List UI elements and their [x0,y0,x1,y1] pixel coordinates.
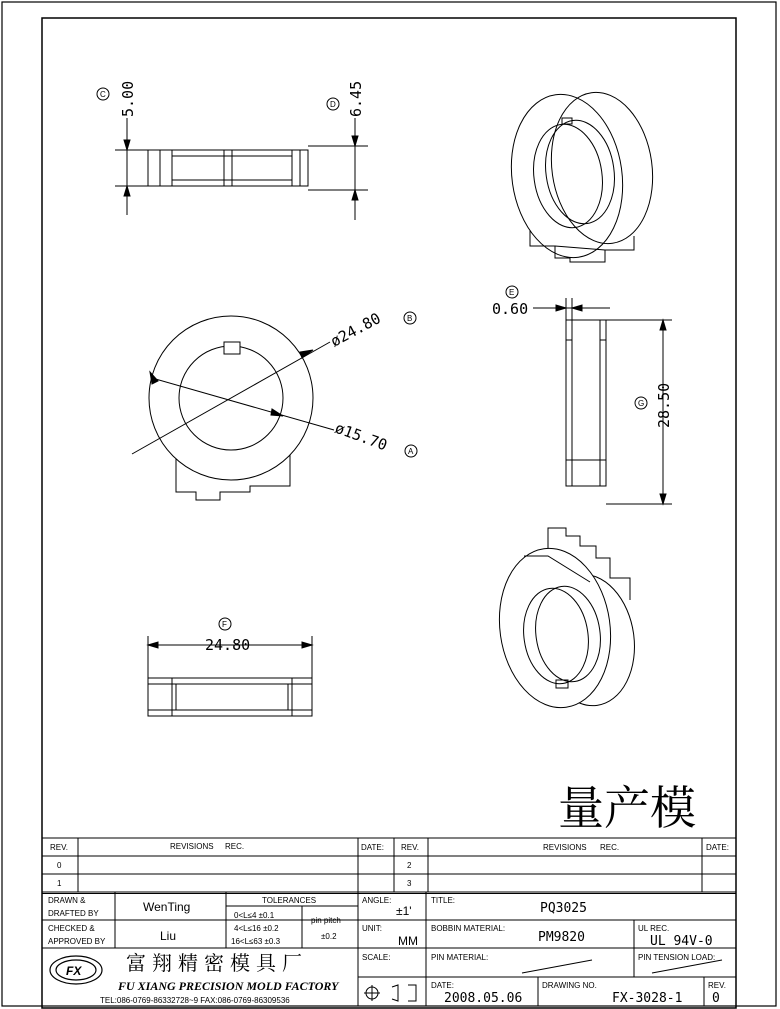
rev-row-0: 0 [57,861,62,870]
dim-c-text: 5.00 [119,80,137,117]
dim-d-text: 6.45 [347,80,365,117]
side-view-bottom [148,618,312,716]
bobbin-material-value: PM9820 [538,930,585,945]
rev-row-2: 2 [407,861,412,870]
date-label: DATE: [431,981,454,990]
pin-tension-label: PIN TENSION LOAD: [638,953,716,962]
tol-3: 16<L≤63 ±0.3 [231,937,281,946]
ul-rec-value: UL 94V-0 [650,934,713,949]
checked-by: Liu [160,929,177,943]
marker-e: E [509,288,515,297]
side-view-right [506,286,672,504]
pin-pitch-label: pin pitch [311,916,341,925]
angle-value: ±1' [396,904,412,918]
marker-a: A [408,447,414,456]
unit-label: UNIT: [362,924,382,933]
rev-value: 0 [712,991,720,1006]
projection-symbol [364,985,416,1001]
pin-material-label: PIN MATERIAL: [431,953,489,962]
unit-value: MM [398,934,418,948]
drawn-label-1: DRAWN & [48,896,86,905]
scale-label: SCALE: [362,953,391,962]
drawn-label-2: DRAFTED BY [48,909,99,918]
date-value: 2008.05.06 [444,991,523,1006]
rev-header-right: REV. [401,843,419,852]
dim-e-text: 0.60 [492,300,529,318]
angle-label: ANGLE: [362,896,392,905]
date-header-left: DATE: [361,843,384,852]
revisions-header-left: REVISIONS [170,842,214,851]
dim-outer-diameter: ø24.80 [327,309,384,351]
rev-label: REV. [708,981,726,990]
revisions-header-right: REVISIONS [543,843,587,852]
marker-b: B [407,314,413,323]
tol-1: 0<L≤4 ±0.1 [234,911,275,920]
pin-pitch-value: ±0.2 [321,932,337,941]
rev-header-left: REV. [50,843,68,852]
rev-row-1: 1 [57,879,62,888]
production-stamp: 量产模 [558,781,696,835]
title-value: PQ3025 [540,901,587,916]
date-header-right: DATE: [706,843,729,852]
drawing-no-label: DRAWING NO. [542,981,597,990]
company-name-en: FU XIANG PRECISION MOLD FACTORY [118,979,339,993]
dim-f-text: 24.80 [205,636,251,654]
checked-label-1: CHECKED & [48,924,95,933]
bobbin-material-label: BOBBIN MATERIAL: [431,924,506,933]
company-contact: TEL:086-0769-86332728~9 FAX:086-0769-86309536 [100,996,290,1005]
drawn-by: WenTing [143,900,191,914]
drawing-no-value: FX-3028-1 [612,991,683,1006]
tolerances-label: TOLERANCES [262,896,317,905]
title-label: TITLE: [431,896,456,905]
isometric-view-top [501,86,662,265]
inner-border [42,18,736,1008]
ul-rec-label: UL REC. [638,924,670,933]
rec-header-right: REC. [600,843,620,852]
dim-inner-diameter: ø15.70 [332,418,390,455]
marker-c: C [100,90,106,99]
tol-2: 4<L≤16 ±0.2 [234,924,279,933]
company-name-cn: 富翔精密模具厂 [126,951,308,975]
marker-g: G [638,399,645,408]
logo-letters: FX [66,964,82,978]
marker-d: D [330,100,336,109]
front-view-circle [132,312,417,500]
marker-f: F [222,620,227,629]
side-view-top [97,88,368,220]
dim-g-text: 28.50 [655,382,673,428]
rev-row-3: 3 [407,879,412,888]
rec-header-left: REC. [225,842,245,851]
isometric-view-bottom [489,528,642,715]
checked-label-2: APPROVED BY [48,937,106,946]
